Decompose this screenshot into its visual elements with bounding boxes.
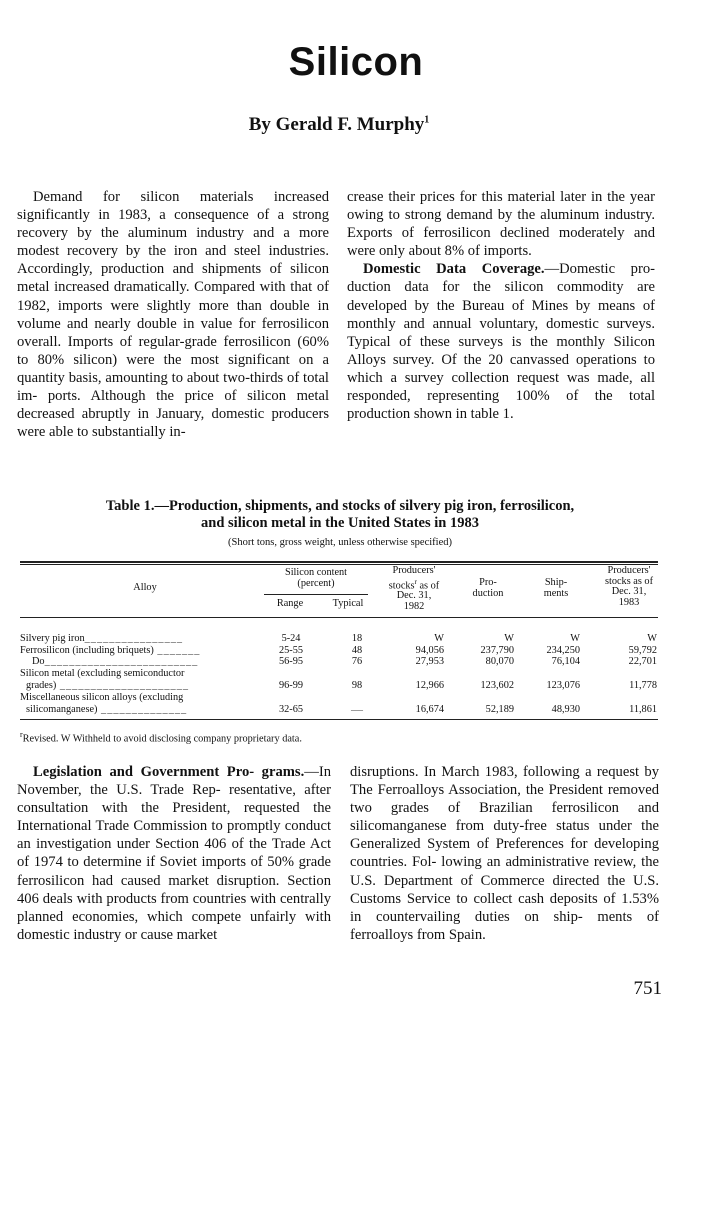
- header-alloy: Alloy: [133, 582, 157, 593]
- page-number: 751: [633, 978, 662, 999]
- header-production-line1: Pro-: [479, 577, 497, 588]
- header-stocks-1983: [592, 566, 666, 608]
- table-top-rule-thin: [20, 564, 658, 565]
- cell-typical: ___: [351, 703, 363, 712]
- header-silicon-content: [258, 568, 374, 589]
- legislation-paragraph: [17, 763, 331, 944]
- cell-production: 237,790: [480, 645, 514, 656]
- data-coverage-text: —Domestic pro- duction data for the silicon commodity are developed by the Bureau of Mines by means of monthly and annual voluntary, domestic surveys. Typical of these surveys is the monthly Silicon Alloys survey. Of the 20 canvassed operations to which a survey collection request was made, all responded, representing 100% of the total production shown in table 1.: [347, 261, 655, 423]
- header-stocks-1982-line2: [375, 577, 453, 592]
- table-row-label-cont: [26, 704, 187, 715]
- intro-paragraph: Demand for silicon materials increased significantly in 1983, a consequence of a strong recovery by the aluminum industry and a more modest recovery by the iron and steel industries. Accordingly, production and shipments of silicon metal increased dramatically. Compared with that of 1982, imports were slightly more than double in volume and nearly double in value for ferrosilicon overall. Imports of regular-grade ferrosilicon (60% to 80% silicon) were the most significant on a quantity basis, amounting to about two-thirds of total im- ports. Although the price of silicon metal decreased abruptly in January, domestic producers were able to substantially in-: [17, 189, 329, 441]
- table-subtitle: (Short tons, gross weight, unless otherwise specified): [228, 537, 452, 548]
- row-label-text: grades): [26, 680, 57, 691]
- table-caption: [60, 498, 620, 532]
- header-stocks-1983-line4: 1983: [618, 596, 640, 608]
- header-stocks-1983-line1: Producers': [607, 565, 651, 576]
- header-typical: Typical: [332, 598, 364, 609]
- row-label-text: Ferrosilicon (including briquets): [20, 645, 154, 656]
- cell-stocks-1982: W: [434, 633, 444, 644]
- header-stocks-1982-line3: Dec. 31,: [396, 590, 432, 602]
- header-production-line2: duction: [472, 587, 504, 599]
- cell-typical: 98: [351, 680, 363, 691]
- cell-range: 32-65: [278, 704, 304, 715]
- cell-typical: 76: [351, 656, 363, 667]
- row-label-text: Silvery pig iron: [20, 633, 85, 644]
- cell-stocks-1982: 94,056: [415, 645, 444, 656]
- cell-shipments: W: [570, 633, 580, 644]
- cell-shipments: 76,104: [551, 656, 580, 667]
- cell-range: 5-24: [281, 633, 301, 644]
- cell-shipments: 234,250: [546, 645, 580, 656]
- header-shipments-line2: ments: [543, 587, 569, 599]
- table-header-rule: [20, 617, 658, 618]
- table-caption-line2: and silicon metal in the United States in 1983: [201, 515, 479, 531]
- legislation-heading: Legislation and Government Pro- grams.: [33, 764, 305, 780]
- intro-column-right: [347, 188, 655, 423]
- row-label-text: silicomanganese): [26, 704, 98, 715]
- header-stocks-1982-asof: as of: [416, 579, 440, 591]
- cell-production: 80,070: [485, 656, 514, 667]
- table-bottom-rule: [20, 719, 658, 720]
- byline: [0, 114, 678, 136]
- cell-range: 25-55: [278, 645, 304, 656]
- cell-stocks-1983: W: [647, 633, 657, 644]
- cell-stocks-1982: 12,966: [415, 680, 444, 691]
- body-column-right: [350, 763, 659, 944]
- cell-range: 56-95: [278, 656, 304, 667]
- intro-continuation: crease their prices for this material later in the year owing to strong demand by the aluminum industry. Exports of ferrosilicon declined moderately and were only about 8% of imports.: [347, 189, 655, 260]
- table-top-rule: [20, 561, 658, 563]
- author-footnote-mark: 1: [424, 114, 430, 126]
- silicon-content-rule: [264, 594, 368, 595]
- cell-typical: 18: [351, 633, 363, 644]
- header-shipments-line1: Ship-: [544, 577, 568, 588]
- author-name: By Gerald F. Murphy: [248, 114, 425, 135]
- header-percent-label: (percent): [297, 577, 335, 589]
- footnote-revised-mark: r: [20, 730, 23, 739]
- header-stocks-1983-line3: Dec. 31,: [611, 586, 647, 597]
- cell-stocks-1983: 22,701: [628, 656, 657, 667]
- cell-shipments: 123,076: [546, 680, 580, 691]
- cell-stocks-1983: 11,778: [629, 680, 657, 691]
- table-caption-line1: Table 1.—Production, shipments, and stocks of silvery pig iron, ferrosilicon,: [105, 498, 575, 514]
- cell-stocks-1982: 16,674: [415, 704, 444, 715]
- revised-mark: r: [414, 577, 417, 586]
- legislation-continuation: disruptions. In March 1983, following a request by The Ferroalloys Association, the President removed two grades of Brazilian ferrosilicon and silicomanganese from duty-free status under the Generalized System of Preferences for developing countries. Fol- lowing an administrative review, the U.S. Department of Commerce directed the U.S. Customs Service to collect cash deposits of 1.53% in countervailing duties on ship- ments of ferroalloys from Spain.: [350, 764, 659, 943]
- cell-production: 52,189: [485, 704, 514, 715]
- footnote-text: Revised. W Withheld to avoid disclosing company proprietary data.: [22, 733, 302, 745]
- table-row-label: [20, 645, 200, 656]
- table-row-label-cont: [26, 680, 189, 691]
- cell-typical: 48: [351, 645, 363, 656]
- table-row-label: Miscellaneous silicon alloys (excluding: [20, 692, 184, 703]
- header-range: Range: [276, 598, 304, 609]
- header-stocks-1982-line1: Producers': [392, 565, 436, 576]
- intro-column-left: [17, 188, 329, 441]
- row-label-text: Do: [32, 656, 45, 667]
- body-column-left: [17, 763, 331, 944]
- cell-production: W: [504, 633, 514, 644]
- leader-dots: _____________________: [56, 680, 190, 691]
- header-shipments: [526, 578, 586, 599]
- data-coverage-paragraph: [347, 260, 655, 423]
- cell-production: 123,602: [480, 680, 514, 691]
- cell-stocks-1982: 27,953: [415, 656, 444, 667]
- table-footnote: [20, 730, 302, 744]
- leader-dots: _______: [153, 645, 201, 656]
- cell-stocks-1983: 11,861: [629, 704, 657, 715]
- table-row-label: [32, 656, 198, 667]
- cell-shipments: 48,930: [551, 704, 580, 715]
- header-stocks-1982: [375, 566, 453, 612]
- legislation-text: —In November, the U.S. Trade Rep- resentative, after consultation with the President, requested the International Trade Commission to promptly conduct an investigation under Section 406 of the Trade Act of 1974 to determine if Soviet imports of 50% grade ferrosilicon had caused market disruption. Section 406 deals with products from countries with centrally planned economies, which compete unfairly with domestic industry or cause market: [17, 764, 331, 943]
- leader-dots: ________________: [84, 633, 184, 644]
- cell-stocks-1983: 59,792: [628, 645, 657, 656]
- header-stocks-1982-word: stocks: [388, 579, 415, 591]
- leader-dots: ______________: [97, 704, 188, 715]
- cell-range: 96-99: [278, 680, 304, 691]
- data-coverage-heading: Domestic Data Coverage.: [363, 261, 545, 278]
- header-stocks-1982-line4: 1982: [403, 600, 425, 612]
- table-row-label: Silicon metal (excluding semiconductor: [20, 668, 185, 679]
- header-silicon-content-label: Silicon content: [284, 567, 348, 578]
- table-row-label: [20, 633, 183, 644]
- leader-dots: _________________________: [44, 656, 199, 667]
- header-stocks-1983-line2: stocks as of: [604, 575, 654, 587]
- page-title: Silicon: [288, 40, 424, 84]
- header-production: [458, 578, 518, 599]
